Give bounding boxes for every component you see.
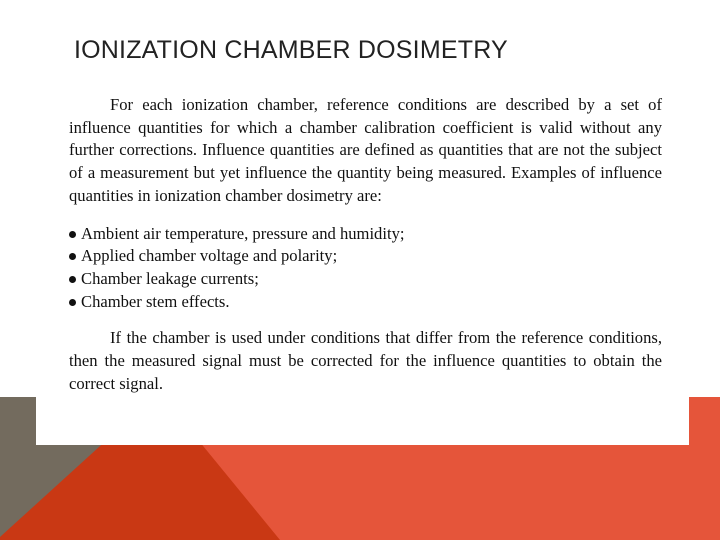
list-item: Ambient air temperature, pressure and humidity; [69, 223, 662, 246]
body-text [69, 94, 662, 395]
content-card [36, 88, 689, 445]
list-item: Chamber leakage currents; [69, 268, 662, 291]
influence-list [69, 223, 662, 314]
intro-paragraph: For each ionization chamber, reference conditions are described by a set of influence quantities for which a chamber calibration coefficient is valid without any further corrections. Influence quantities are defined as quantities that are not the subject of a measurement but yet influence the quantity being measured. Examples of influence quantities in ionization chamber dosimetry are: [69, 95, 662, 205]
slide-title: IONIZATION CHAMBER DOSIMETRY [74, 36, 508, 64]
list-item: Chamber stem effects. [69, 291, 662, 314]
conclusion-paragraph: If the chamber is used under conditions that differ from the reference conditions, then the measured signal must be corrected for the influence quantities to obtain the correct signal. [69, 328, 662, 393]
list-item: Applied chamber voltage and polarity; [69, 245, 662, 268]
